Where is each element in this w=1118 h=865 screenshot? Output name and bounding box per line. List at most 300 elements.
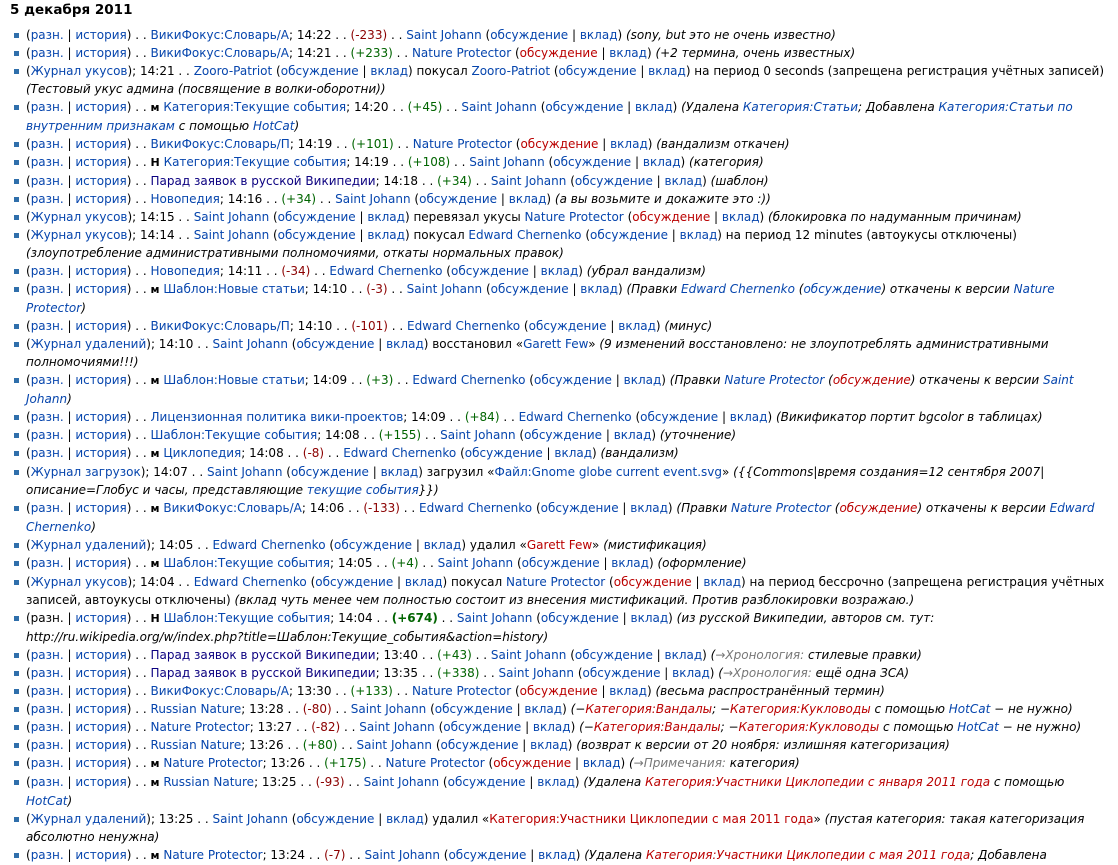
link[interactable]: обсуждение <box>419 192 498 206</box>
link[interactable]: Saint Johann <box>490 648 567 662</box>
link[interactable]: вклад <box>610 137 648 151</box>
new-page-link[interactable]: обсуждение <box>632 210 711 224</box>
link[interactable]: Saint Johann <box>193 210 270 224</box>
size-increase: (+101) <box>351 137 394 151</box>
link[interactable]: Zooro-Patriot <box>471 64 551 78</box>
link[interactable]: обсуждение <box>448 848 527 862</box>
edit-summary: с помощью <box>879 720 958 734</box>
edit-summary: (блокировка по надуманным причинам) <box>768 210 1022 224</box>
link[interactable]: история <box>75 775 127 789</box>
new-page-link[interactable]: обсуждение <box>520 137 599 151</box>
text: . . <box>337 738 357 752</box>
section-link[interactable]: →Хронология: <box>715 648 805 662</box>
link[interactable]: обсуждение <box>296 337 375 351</box>
link[interactable]: разн. <box>30 702 64 716</box>
summary-new-link[interactable]: Категория:Вандалы <box>585 702 713 716</box>
link[interactable]: разн. <box>30 46 64 60</box>
text: ; 13:26 . . <box>241 738 303 752</box>
link[interactable]: Saint Johann <box>212 337 288 351</box>
link[interactable]: Nature Protector <box>412 137 512 151</box>
link[interactable]: обсуждение <box>574 174 653 188</box>
link[interactable]: вклад <box>532 720 571 734</box>
link[interactable]: вклад <box>367 228 405 242</box>
link[interactable]: вклад <box>679 228 718 242</box>
link[interactable]: история <box>75 648 127 662</box>
link[interactable]: вклад <box>579 28 618 42</box>
link[interactable]: Новопедия <box>150 192 220 206</box>
text: ( <box>26 812 31 826</box>
link[interactable]: вклад <box>611 556 649 570</box>
text: ; 13:35 . . <box>375 666 438 680</box>
link[interactable]: Russian Nature <box>150 738 242 752</box>
text: ( <box>511 137 521 151</box>
link[interactable]: разн. <box>30 648 64 662</box>
text: ) перевязал укусы <box>404 210 525 224</box>
link[interactable]: ВикиФокус:Словарь/А <box>150 46 290 60</box>
link[interactable]: разн. <box>30 666 64 680</box>
text: ) . . <box>126 192 151 206</box>
link[interactable]: Saint Johann <box>359 720 435 734</box>
summary-link[interactable]: HotCat <box>948 702 991 716</box>
link[interactable]: вклад <box>609 46 647 60</box>
text: ( <box>434 720 444 734</box>
link[interactable]: ВикиФокус:Словарь/П <box>150 137 290 151</box>
link[interactable]: разн. <box>30 738 64 752</box>
summary-new-link[interactable]: Категория:Участники Циклопедии с января 2011 года <box>645 775 991 789</box>
link[interactable]: Edward Chernenko <box>419 501 533 515</box>
link[interactable]: обсуждение <box>315 575 394 589</box>
link[interactable]: история <box>75 428 127 442</box>
link[interactable]: Журнал укусов <box>30 575 128 589</box>
link[interactable]: разн. <box>30 100 64 114</box>
link[interactable]: Saint Johann <box>193 228 270 242</box>
link[interactable]: обсуждение <box>553 155 632 169</box>
summary-link[interactable]: текущие события <box>306 483 419 497</box>
text: . . <box>310 264 330 278</box>
link[interactable]: обсуждение <box>521 556 600 570</box>
text: ; 14:08 . . <box>317 428 379 442</box>
summary-link[interactable]: Saint Johann <box>26 373 1074 406</box>
link[interactable]: Edward Chernenko <box>343 446 457 460</box>
link[interactable]: вклад <box>623 373 662 387</box>
text: | <box>374 812 387 826</box>
edit-summary: ) <box>67 794 73 808</box>
link[interactable]: разн. <box>30 192 64 206</box>
link[interactable]: Edward Chernenko <box>212 538 326 552</box>
link[interactable]: Saint Johann <box>456 611 533 625</box>
summary-link[interactable]: Категория:Статьи по внутренним признакам <box>26 100 1073 133</box>
link[interactable]: Шаблон:Текущие события <box>163 611 331 625</box>
summary-link[interactable]: Nature Protector <box>26 282 1055 315</box>
link[interactable]: обсуждение <box>447 775 526 789</box>
link[interactable]: вклад <box>386 337 424 351</box>
link[interactable]: обсуждение <box>334 538 413 552</box>
text: ) . . <box>126 174 151 188</box>
link[interactable]: разн. <box>30 848 64 862</box>
visited-link[interactable]: Парад заявок в русской Википедии <box>150 174 376 188</box>
text: » <box>588 337 600 351</box>
link[interactable]: вклад <box>530 738 568 752</box>
link[interactable]: история <box>75 100 127 114</box>
summary-link[interactable]: Edward Chernenko <box>681 282 795 296</box>
link[interactable]: Saint Johann <box>363 775 440 789</box>
link[interactable]: история <box>75 446 127 460</box>
link[interactable]: вклад <box>580 282 618 296</box>
link[interactable]: Edward Chernenko <box>407 319 521 333</box>
summary-link[interactable]: Категория:Статьи <box>742 100 859 114</box>
link[interactable]: вклад <box>404 575 443 589</box>
edit-flag: Н <box>150 156 160 169</box>
text: ( <box>287 812 297 826</box>
link[interactable]: Nature Protector <box>163 848 263 862</box>
link[interactable]: история <box>75 174 127 188</box>
link[interactable]: разн. <box>30 556 64 570</box>
link[interactable]: разн. <box>30 684 64 698</box>
link[interactable]: история <box>75 702 127 716</box>
link[interactable]: вклад <box>423 538 462 552</box>
link[interactable]: Nature Protector <box>385 756 485 770</box>
visited-link[interactable]: Парад заявок в русской Википедии <box>150 648 376 662</box>
link[interactable]: Шаблон:Новые статьи <box>163 373 305 387</box>
link[interactable]: Категория:Текущие события <box>163 100 347 114</box>
link[interactable]: Nature Protector <box>411 684 512 698</box>
summary-link[interactable]: Nature Protector <box>724 373 825 387</box>
new-page-link[interactable]: обсуждение <box>493 756 572 770</box>
link[interactable]: Nature Protector <box>150 720 250 734</box>
link[interactable]: Лицензионная политика вики-проектов <box>150 410 404 424</box>
text: ) <box>702 648 711 662</box>
link[interactable]: вклад <box>664 174 703 188</box>
link[interactable]: Saint Johann <box>406 282 483 296</box>
link[interactable]: история <box>75 738 127 752</box>
link[interactable]: вклад <box>721 210 760 224</box>
link[interactable]: разн. <box>30 428 64 442</box>
new-page-link[interactable]: обсуждение <box>613 575 692 589</box>
link[interactable]: разн. <box>30 155 64 169</box>
summary-new-link[interactable]: Категория:Кукловоды <box>738 720 880 734</box>
link[interactable]: история <box>75 611 127 625</box>
link[interactable]: Nature Protector <box>524 210 624 224</box>
link[interactable]: обсуждение <box>434 702 513 716</box>
link[interactable]: Журнал удалений <box>30 337 147 351</box>
link[interactable]: история <box>75 756 127 770</box>
link[interactable]: вклад <box>540 264 579 278</box>
link[interactable]: обсуждение <box>528 319 607 333</box>
link[interactable]: Edward Chernenko <box>193 575 307 589</box>
link[interactable]: вклад <box>729 410 768 424</box>
link[interactable]: разн. <box>30 174 64 188</box>
link[interactable]: разн. <box>30 756 64 770</box>
text: ( <box>532 501 541 515</box>
link[interactable]: вклад <box>642 155 681 169</box>
link[interactable]: вклад <box>672 666 710 680</box>
link[interactable]: Nature Protector <box>506 575 606 589</box>
link[interactable]: разн. <box>30 137 64 151</box>
link[interactable]: Saint Johann <box>490 174 567 188</box>
link[interactable]: разн. <box>30 282 64 296</box>
link[interactable]: ВикиФокус:Словарь/А <box>150 28 290 42</box>
text: ) . . <box>126 28 151 42</box>
link[interactable]: история <box>75 46 127 60</box>
link[interactable]: Шаблон:Текущие события <box>163 556 331 570</box>
text: ( <box>26 556 31 570</box>
link[interactable]: вклад <box>582 756 621 770</box>
link[interactable]: разн. <box>30 373 64 387</box>
link[interactable]: Saint Johann <box>212 812 288 826</box>
new-page-link[interactable]: Категория:Участники Циклопедии с мая 2011 года <box>489 812 814 826</box>
text: ( <box>26 720 31 734</box>
link[interactable]: Nature Protector <box>411 46 512 60</box>
text: ; 14:08 . . <box>241 446 303 460</box>
link[interactable]: Журнал загрузок <box>30 465 141 479</box>
change-row <box>26 190 1112 208</box>
link[interactable]: Edward Chernenko <box>468 228 582 242</box>
text: | <box>63 155 76 169</box>
summary-link[interactable]: обсуждение <box>803 282 882 296</box>
text: | <box>667 228 680 242</box>
link[interactable]: Файл:Gnome globe current event.svg <box>494 465 722 479</box>
link[interactable]: Edward Chernenko <box>412 373 526 387</box>
link[interactable]: обсуждение <box>590 228 668 242</box>
link[interactable]: Saint Johann <box>437 556 514 570</box>
text: ) <box>592 446 601 460</box>
summary-new-link[interactable]: Категория:Вандалы <box>593 720 721 734</box>
link[interactable]: Шаблон:Новые статьи <box>163 282 305 296</box>
size-decrease: (-82) <box>311 720 341 734</box>
size-increase: (+175) <box>324 756 367 770</box>
link[interactable]: Новопедия <box>150 264 220 278</box>
size-increase: (+34) <box>437 174 472 188</box>
edit-summary: (злоупотребление административными полномочиями, откаты нормальных правок) <box>26 246 564 260</box>
link[interactable]: вклад <box>380 465 419 479</box>
text: ( <box>26 282 31 296</box>
text: ( <box>26 137 31 151</box>
link[interactable]: разн. <box>30 775 64 789</box>
link[interactable]: вклад <box>537 775 575 789</box>
text: . . <box>316 192 336 206</box>
size-decrease: (-8) <box>302 446 325 460</box>
edit-flag: м <box>150 447 160 460</box>
link[interactable]: вклад <box>630 611 669 625</box>
link[interactable]: история <box>75 501 127 515</box>
link[interactable]: разн. <box>30 446 64 460</box>
link[interactable]: обсуждение <box>440 738 519 752</box>
link[interactable]: история <box>75 155 127 169</box>
link[interactable]: Russian Nature <box>163 775 255 789</box>
change-row <box>26 499 1112 536</box>
link[interactable]: обсуждение <box>582 666 661 680</box>
link[interactable]: история <box>75 720 127 734</box>
link[interactable]: Saint Johann <box>206 465 283 479</box>
text: | <box>718 410 730 424</box>
link[interactable]: вклад <box>386 812 424 826</box>
link[interactable]: вклад <box>635 100 673 114</box>
link[interactable]: Saint Johann <box>364 848 440 862</box>
link[interactable]: обсуждение <box>490 28 569 42</box>
link[interactable]: обсуждение <box>574 648 653 662</box>
link[interactable]: обсуждение <box>524 428 603 442</box>
summary-link[interactable]: Edward Chernenko <box>26 501 1095 534</box>
summary-new-link[interactable]: обсуждение <box>839 501 918 515</box>
link[interactable]: Категория:Текущие события <box>163 155 347 169</box>
link[interactable]: вклад <box>648 64 686 78</box>
link[interactable]: ВикиФокус:Словарь/П <box>150 319 290 333</box>
change-row <box>26 609 1112 646</box>
link[interactable]: Saint Johann <box>461 100 537 114</box>
link[interactable]: Шаблон:Текущие события <box>150 428 318 442</box>
link[interactable]: вклад <box>538 848 576 862</box>
link[interactable]: вклад <box>524 702 563 716</box>
visited-link[interactable]: Парад заявок в русской Википедии <box>150 666 376 680</box>
text: | <box>355 228 368 242</box>
link[interactable]: обсуждение <box>464 446 543 460</box>
summary-new-link[interactable]: обсуждение <box>832 373 911 387</box>
link[interactable]: история <box>75 666 127 680</box>
link[interactable]: ВикиФокус:Словарь/А <box>150 684 290 698</box>
text: ( <box>26 100 31 114</box>
link[interactable]: обсуждение <box>290 465 369 479</box>
link[interactable]: вклад <box>613 428 652 442</box>
link[interactable]: обсуждение <box>296 812 375 826</box>
change-row <box>26 718 1112 736</box>
text: | <box>63 137 76 151</box>
summary-new-link[interactable]: Категория:Кукловоды <box>730 702 871 716</box>
link[interactable]: вклад <box>618 319 656 333</box>
text: ( <box>442 264 451 278</box>
link[interactable]: обсуждение <box>540 501 619 515</box>
link[interactable]: разн. <box>30 264 64 278</box>
link[interactable]: вклад <box>554 446 593 460</box>
link[interactable]: обсуждение <box>540 611 619 625</box>
link[interactable]: Zooro-Patriot <box>193 64 273 78</box>
link[interactable]: Russian Nature <box>150 702 242 716</box>
text: | <box>63 100 76 114</box>
link[interactable]: история <box>75 684 127 698</box>
link[interactable]: Журнал удалений <box>30 538 147 552</box>
edit-summary: (9 изменений восстановлено: не злоупотреблять административными полномочиями!!!) <box>26 337 1049 369</box>
text: ( <box>456 446 465 460</box>
link[interactable]: история <box>75 410 127 424</box>
link[interactable]: обсуждение <box>545 100 624 114</box>
link[interactable]: Журнал укусов <box>30 64 128 78</box>
new-page-link[interactable]: обсуждение <box>519 684 598 698</box>
section-link[interactable]: →Хронология: <box>722 666 812 680</box>
link[interactable]: разн. <box>30 319 64 333</box>
summary-link[interactable]: Nature Protector <box>731 501 831 515</box>
text: ) . . <box>126 410 151 424</box>
text: | <box>598 137 611 151</box>
link[interactable]: история <box>75 319 127 333</box>
link[interactable]: вклад <box>609 684 647 698</box>
link[interactable]: ВикиФокус:Словарь/А <box>163 501 302 515</box>
link[interactable]: обсуждение <box>280 64 359 78</box>
section-link[interactable]: →Примечания: <box>633 756 726 770</box>
link[interactable]: разн. <box>30 720 64 734</box>
link[interactable]: история <box>75 282 127 296</box>
size-decrease: (-3) <box>366 282 388 296</box>
text: ( <box>26 428 31 442</box>
link[interactable]: обсуждение <box>277 210 356 224</box>
text: ) . . <box>126 702 151 716</box>
link[interactable]: история <box>75 192 127 206</box>
new-page-link[interactable]: обсуждение <box>519 46 598 60</box>
text: ( <box>544 155 554 169</box>
text: ( <box>511 684 520 698</box>
summary-new-link[interactable]: Категория:Участники Циклопедии с мая 2011 года <box>645 848 971 862</box>
edit-summary: (Правки <box>669 373 725 387</box>
summary-link[interactable]: HotCat <box>26 794 68 808</box>
link[interactable]: Журнал укусов <box>30 228 128 242</box>
link[interactable]: обсуждение <box>640 410 719 424</box>
changes-list <box>10 26 1112 865</box>
link[interactable]: вклад <box>664 648 703 662</box>
link[interactable]: история <box>75 137 127 151</box>
link[interactable]: обсуждение <box>443 720 522 734</box>
text: ) . . <box>126 720 151 734</box>
link[interactable]: Edward Chernenko <box>518 410 632 424</box>
link[interactable]: Saint Johann <box>498 666 575 680</box>
link[interactable]: история <box>75 264 127 278</box>
summary-link[interactable]: HotCat <box>252 119 295 133</box>
link[interactable]: обсуждение <box>490 282 569 296</box>
new-page-link[interactable]: Garett Few <box>526 538 593 552</box>
link[interactable]: вклад <box>630 501 668 515</box>
link[interactable]: вклад <box>367 210 405 224</box>
link[interactable]: вклад <box>703 575 742 589</box>
edit-summary: (+2 термина, очень известных) <box>655 46 856 60</box>
link[interactable]: обсуждение <box>533 373 612 387</box>
link[interactable]: история <box>75 28 127 42</box>
size-decrease: (-93) <box>315 775 345 789</box>
link[interactable]: Edward Chernenko <box>329 264 443 278</box>
text: | <box>63 373 76 387</box>
link[interactable]: Saint Johann <box>350 702 427 716</box>
link[interactable]: вклад <box>370 64 409 78</box>
text: (разн. | <box>26 611 76 625</box>
link[interactable]: Nature Protector <box>163 756 263 770</box>
text: ) <box>620 756 629 770</box>
link[interactable]: история <box>75 556 127 570</box>
text: | <box>63 738 76 752</box>
link[interactable]: разн. <box>30 501 64 515</box>
link[interactable]: Saint Johann <box>469 155 545 169</box>
link[interactable]: Garett Few <box>523 337 589 351</box>
link[interactable]: история <box>75 373 127 387</box>
text: ; 14:09 . . <box>403 410 465 424</box>
link[interactable]: история <box>75 848 127 862</box>
link[interactable]: обсуждение <box>558 64 637 78</box>
text: ) загрузил « <box>418 465 495 479</box>
link[interactable]: Saint Johann <box>406 28 482 42</box>
text: ( <box>550 64 559 78</box>
link[interactable]: обсуждение <box>277 228 356 242</box>
link[interactable]: Saint Johann <box>356 738 432 752</box>
link[interactable]: Циклопедия <box>163 446 242 460</box>
link[interactable]: обсуждение <box>450 264 529 278</box>
text: | <box>597 684 610 698</box>
text: . . <box>387 319 408 333</box>
text: ( <box>432 738 441 752</box>
text: | <box>618 611 631 625</box>
link[interactable]: вклад <box>508 192 547 206</box>
summary-link[interactable]: HotCat <box>957 720 999 734</box>
link[interactable]: разн. <box>30 410 64 424</box>
link[interactable]: Журнал удалений <box>30 812 147 826</box>
link[interactable]: Saint Johann <box>440 428 516 442</box>
link[interactable]: разн. <box>30 28 64 42</box>
link[interactable]: Saint Johann <box>335 192 411 206</box>
link[interactable]: Журнал укусов <box>30 210 128 224</box>
